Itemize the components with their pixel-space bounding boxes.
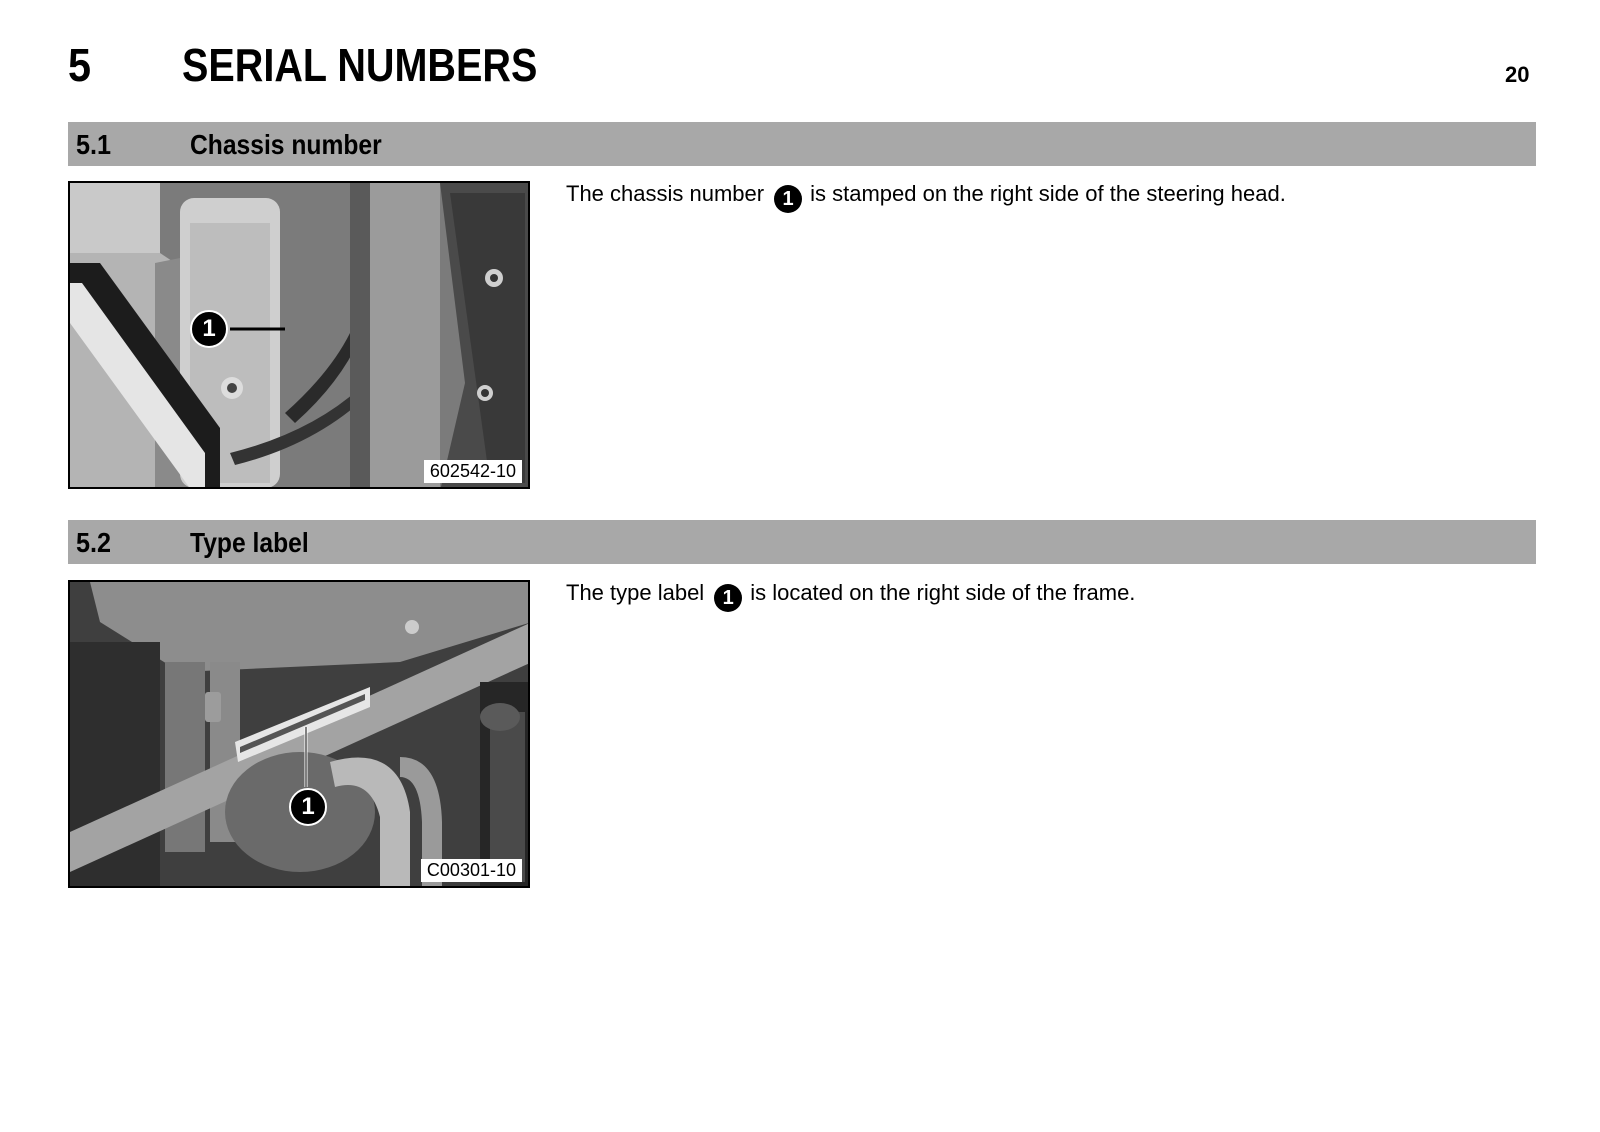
section-title: Chassis number [190,129,382,160]
chassis-number-photo [68,181,530,489]
type-label-photo-illustration [70,582,530,888]
page-number: 20 [1505,62,1530,87]
description-text-start: The chassis number [566,181,765,206]
callout-marker: 1 [714,584,742,612]
section-header-type-label [68,520,1536,564]
figure-code: C00301-10 [421,859,522,882]
type-label-photo [68,580,530,888]
description-text-end: is stamped on the right side of the steering head. [810,181,1286,206]
chassis-photo-illustration [70,183,530,489]
section-number: 5.1 [76,129,112,160]
figure-code: 602542-10 [424,460,522,483]
description-text-end: is located on the right side of the frame. [750,580,1136,605]
chapter-number: 5 [68,39,92,91]
description-text-start: The type label [566,580,705,605]
chapter-title: SERIAL NUMBERS [182,39,538,91]
type-label-description [566,580,1135,612]
chassis-number-callout: 1 [190,310,228,348]
section-number: 5.2 [76,527,112,558]
section-header-chassis-number [68,122,1536,166]
callout-marker: 1 [774,185,802,213]
chassis-number-description [566,181,1286,213]
type-label-callout: 1 [289,788,327,826]
section-title: Type label [190,527,309,558]
